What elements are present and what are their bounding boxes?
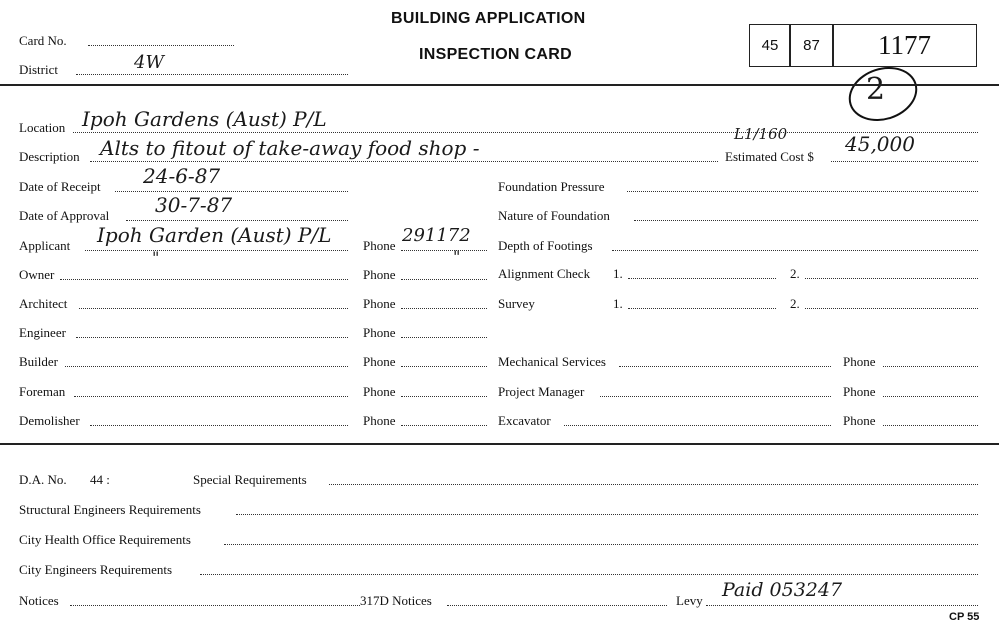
circled-mark: 2	[866, 72, 886, 107]
date-receipt-line[interactable]	[115, 191, 348, 192]
da-no-label: D.A. No.	[19, 472, 67, 487]
engineer-phone-line[interactable]	[401, 337, 487, 338]
estimated-cost-label: Estimated Cost $	[725, 149, 814, 164]
project-manager-label: Project Manager	[498, 384, 585, 399]
survey-1-line[interactable]	[628, 308, 776, 309]
applicant-phone-value: 291172	[402, 225, 471, 246]
excavator-line[interactable]	[564, 425, 831, 426]
estimated-cost-value: 45,000	[845, 132, 915, 156]
foreman-phone-line[interactable]	[401, 396, 487, 397]
owner-phone-line[interactable]	[401, 279, 487, 280]
city-engineers-requirements-label: City Engineers Requirements	[19, 562, 173, 577]
builder-phone-line[interactable]	[401, 366, 487, 367]
mechanical-services-label: Mechanical Services	[498, 354, 606, 369]
district-value: 4W	[134, 52, 164, 73]
levy-value: Paid 053247	[722, 579, 843, 601]
foreman-line[interactable]	[74, 396, 348, 397]
date-receipt-value: 24-6-87	[143, 164, 221, 188]
project-manager-line[interactable]	[600, 396, 831, 397]
year-box-1: 45	[749, 24, 791, 67]
survey-label: Survey	[498, 296, 535, 311]
demolisher-label: Demolisher	[19, 413, 80, 428]
date-approval-line[interactable]	[126, 220, 348, 221]
header-divider	[0, 84, 999, 86]
description-value: Alts to fitout of take-away food shop -	[100, 136, 480, 160]
builder-label: Builder	[19, 354, 58, 369]
demolisher-phone-label: Phone	[363, 413, 396, 428]
applicant-phone-label: Phone	[363, 238, 396, 253]
levy-line[interactable]	[706, 605, 978, 606]
excavator-phone-label: Phone	[843, 413, 876, 428]
date-approval-label: Date of Approval	[19, 208, 110, 223]
form-title-line2: INSPECTION CARD	[419, 46, 572, 63]
alignment-check-label: Alignment Check	[498, 266, 591, 281]
date-receipt-label: Date of Receipt	[19, 179, 101, 194]
location-line[interactable]	[73, 132, 978, 133]
description-line[interactable]	[90, 161, 718, 162]
architect-line[interactable]	[79, 308, 348, 309]
levy-label: Levy	[676, 593, 703, 608]
builder-line[interactable]	[65, 366, 348, 367]
architect-phone-line[interactable]	[401, 308, 487, 309]
location-label: Location	[19, 120, 66, 135]
builder-phone-label: Phone	[363, 354, 396, 369]
estimated-cost-line[interactable]	[831, 161, 978, 162]
excavator-label: Excavator	[498, 413, 551, 428]
engineer-label: Engineer	[19, 325, 66, 340]
foundation-pressure-line[interactable]	[627, 191, 978, 192]
form-code: CP 55	[949, 611, 980, 623]
applicant-line[interactable]	[85, 250, 348, 251]
nature-foundation-line[interactable]	[634, 220, 978, 221]
survey-2-line[interactable]	[805, 308, 978, 309]
notices-317d-line[interactable]	[447, 605, 667, 606]
mechanical-phone-label: Phone	[843, 354, 876, 369]
engineer-line[interactable]	[76, 337, 348, 338]
card-number-box: 1177	[832, 24, 977, 67]
alignment-check-2-label: 2.	[790, 266, 800, 281]
applicant-phone-line[interactable]	[401, 250, 487, 251]
district-label: District	[19, 62, 58, 77]
engineer-phone-label: Phone	[363, 325, 396, 340]
architect-label: Architect	[19, 296, 68, 311]
notices-317d-label: 317D Notices	[360, 593, 432, 608]
description-label: Description	[19, 149, 80, 164]
notices-label: Notices	[19, 593, 59, 608]
structural-requirements-line[interactable]	[236, 514, 978, 515]
depth-footings-label: Depth of Footings	[498, 238, 593, 253]
alignment-check-1-label: 1.	[613, 266, 623, 281]
applicant-label: Applicant	[19, 238, 71, 253]
district-line[interactable]	[76, 74, 348, 75]
owner-ditto: "	[152, 248, 160, 267]
demolisher-phone-line[interactable]	[401, 425, 487, 426]
alignment-check-2-line[interactable]	[805, 278, 978, 279]
year-box-2: 87	[789, 24, 834, 67]
demolisher-line[interactable]	[90, 425, 348, 426]
phone-ditto: "	[453, 247, 461, 266]
city-engineers-requirements-line[interactable]	[200, 574, 978, 575]
mechanical-services-line[interactable]	[619, 366, 831, 367]
nature-foundation-label: Nature of Foundation	[498, 208, 610, 223]
project-manager-phone-label: Phone	[843, 384, 876, 399]
location-value: Ipoh Gardens (Aust) P/L	[82, 107, 327, 131]
date-approval-value: 30-7-87	[155, 193, 233, 217]
section-divider	[0, 443, 999, 445]
health-requirements-line[interactable]	[224, 544, 978, 545]
survey-1-label: 1.	[613, 296, 623, 311]
alignment-check-1-line[interactable]	[628, 278, 776, 279]
mechanical-phone-line[interactable]	[883, 366, 978, 367]
applicant-value: Ipoh Garden (Aust) P/L	[97, 223, 332, 247]
owner-label: Owner	[19, 267, 55, 282]
notices-line[interactable]	[70, 605, 360, 606]
project-manager-phone-line[interactable]	[883, 396, 978, 397]
owner-line[interactable]	[60, 279, 348, 280]
special-requirements-line[interactable]	[329, 484, 978, 485]
card-no-line[interactable]	[88, 45, 234, 46]
foreman-phone-label: Phone	[363, 384, 396, 399]
foundation-pressure-label: Foundation Pressure	[498, 179, 605, 194]
health-requirements-label: City Health Office Requirements	[19, 532, 191, 547]
excavator-phone-line[interactable]	[883, 425, 978, 426]
card-no-label: Card No.	[19, 33, 67, 48]
special-requirements-label: Special Requirements	[193, 472, 307, 487]
architect-phone-label: Phone	[363, 296, 396, 311]
form-title-line1: BUILDING APPLICATION	[391, 10, 586, 27]
structural-requirements-label: Structural Engineers Requirements	[19, 502, 201, 517]
owner-phone-label: Phone	[363, 267, 396, 282]
description-lot: L1/160	[734, 125, 788, 143]
da-no-value: 44 :	[90, 472, 110, 487]
survey-2-label: 2.	[790, 296, 800, 311]
foreman-label: Foreman	[19, 384, 66, 399]
depth-footings-line[interactable]	[612, 250, 978, 251]
